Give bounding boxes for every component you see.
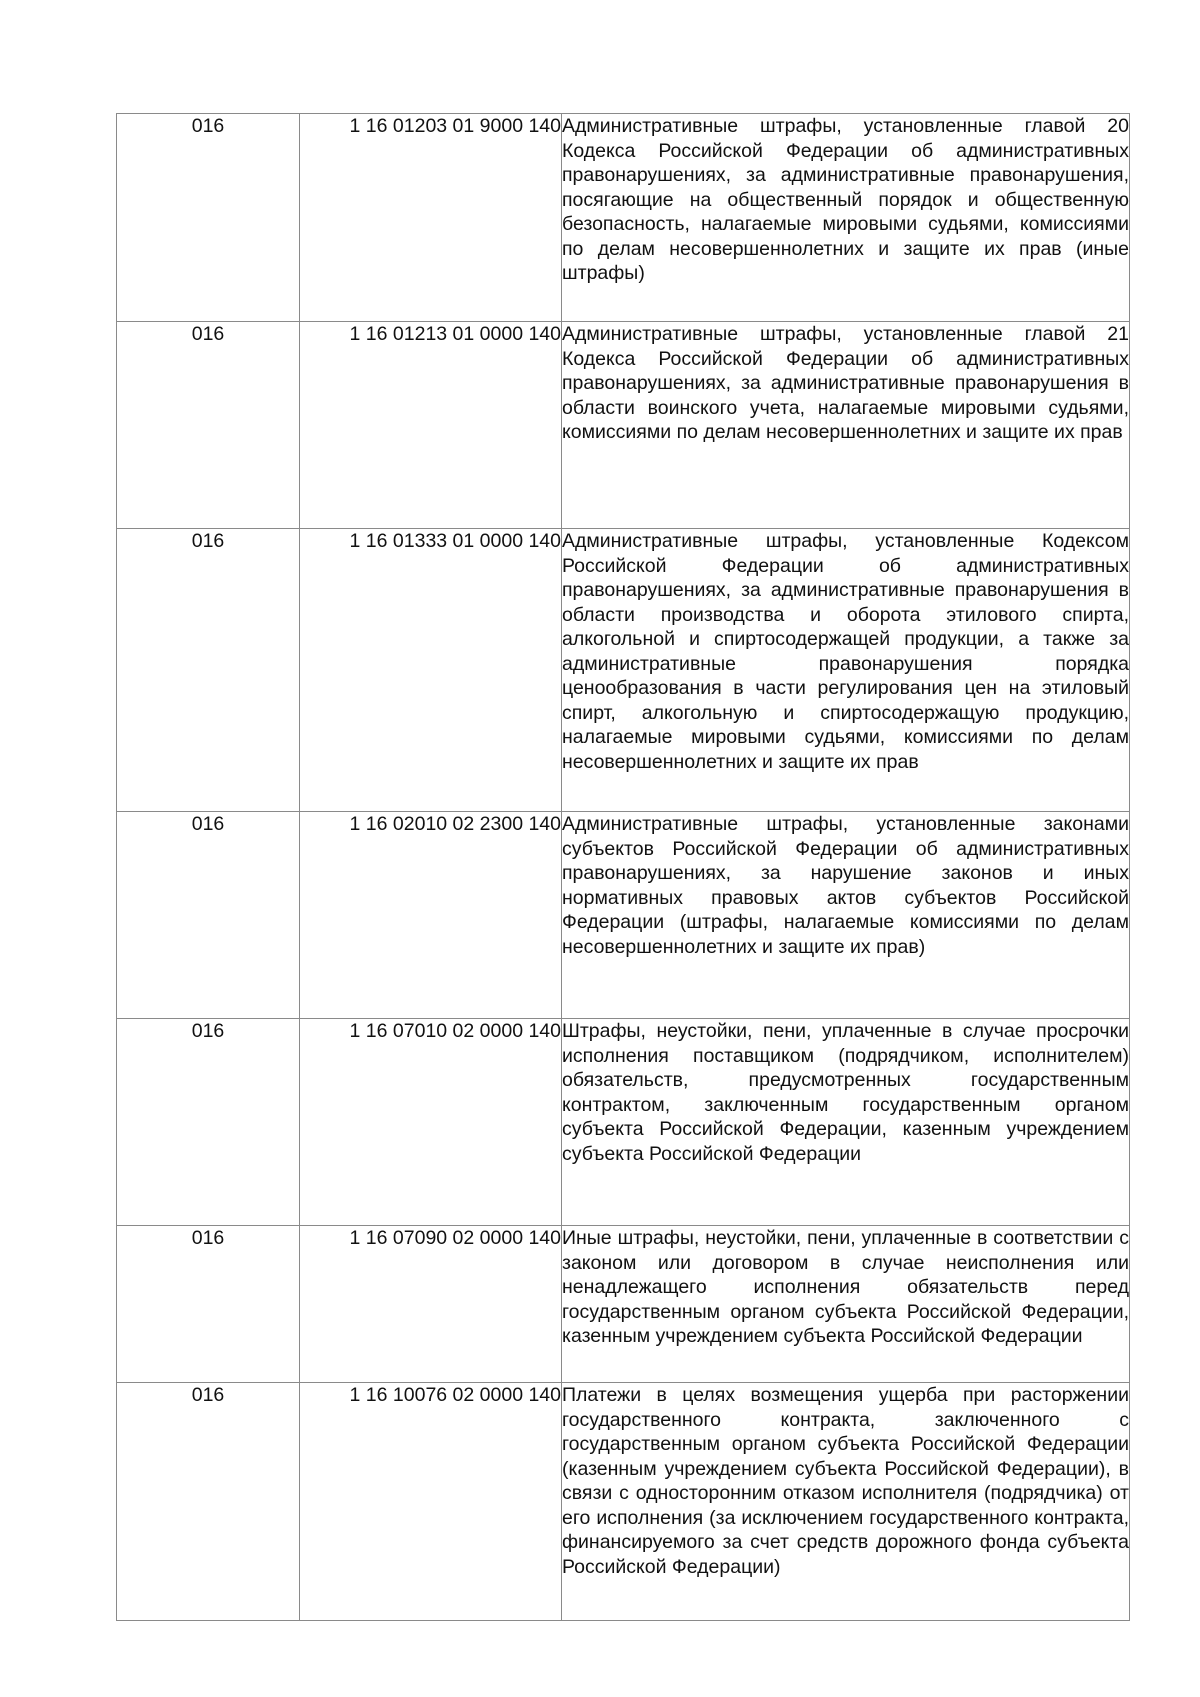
table-row xyxy=(117,812,1130,1019)
administrator-code: 016 xyxy=(191,1384,225,1406)
administrator-code-cell xyxy=(117,1226,300,1383)
administrator-code-cell xyxy=(117,1019,300,1226)
budget-classification-code: 1 16 07090 02 0000 140 xyxy=(349,1227,561,1249)
revenue-name: Иные штрафы, неустойки, пени, уплаченные в соответствии с законом или договором в случае неисполнения или ненадлежащего исполнения обязательств перед государственным органом субъекта Российской Федерации, казенным учреждением субъекта Российской Федерации xyxy=(562,1227,1129,1347)
budget-classification-code: 1 16 01333 01 0000 140 xyxy=(349,530,561,552)
revenue-name-cell xyxy=(562,1383,1130,1621)
administrator-code-cell xyxy=(117,322,300,529)
administrator-code: 016 xyxy=(191,1227,225,1249)
administrator-code-cell xyxy=(117,529,300,812)
administrator-code: 016 xyxy=(191,813,225,835)
revenue-name: Административные штрафы, установленные главой 20 Кодекса Российской Федерации об административных правонарушениях, за административные правонарушения, посягающие на общественный порядок и общественную безопасность, налагаемые мировыми судьями, комиссиями по делам несовершеннолетних и защите их прав (иные штрафы) xyxy=(562,115,1129,284)
table-row xyxy=(117,114,1130,322)
revenue-name: Административные штрафы, установленные Кодексом Российской Федерации об административных правонарушениях, за административные правонарушения в области производства и оборота этилового спирта, алкогольной и спиртосодержащей продукции, а также за административные правонарушения порядка ценообразования в части регулирования цен на этиловый спирт, алкогольную и спиртосодержащую продукцию, налагаемые мировыми судьями, комиссиями по делам несовершеннолетних и защите их прав xyxy=(562,530,1129,773)
revenue-name-cell xyxy=(562,529,1130,812)
budget-classification-code-cell xyxy=(300,812,562,1019)
administrator-code-cell xyxy=(117,812,300,1019)
revenue-name: Административные штрафы, установленные главой 21 Кодекса Российской Федерации об административных правонарушениях, за административные правонарушения в области воинского учета, налагаемые мировыми судьями, комиссиями по делам несовершеннолетних и защите их прав xyxy=(562,323,1129,443)
revenue-name-cell xyxy=(562,322,1130,529)
table-row xyxy=(117,529,1130,812)
revenue-name: Платежи в целях возмещения ущерба при расторжении государственного контракта, заключенного с государственным органом субъекта Российской Федерации (казенным учреждением субъекта Российской Федерации), в связи с односторонним отказом исполнителя (подрядчика) от его исполнения (за исключением государственного контракта, финансируемого за счет средств дорожного фонда субъекта Российской Федерации) xyxy=(562,1384,1129,1578)
budget-codes-table xyxy=(116,113,1130,1621)
budget-classification-code: 1 16 10076 02 0000 140 xyxy=(349,1384,561,1406)
revenue-name-cell xyxy=(562,1226,1130,1383)
administrator-code: 016 xyxy=(191,323,225,345)
budget-classification-code: 1 16 01213 01 0000 140 xyxy=(349,323,561,345)
administrator-code-cell xyxy=(117,114,300,322)
revenue-name-cell xyxy=(562,114,1130,322)
administrator-code: 016 xyxy=(191,1020,225,1042)
administrator-code: 016 xyxy=(191,115,225,137)
budget-classification-code-cell xyxy=(300,1226,562,1383)
budget-classification-code-cell xyxy=(300,1383,562,1621)
budget-classification-code-cell xyxy=(300,114,562,322)
budget-classification-code: 1 16 02010 02 2300 140 xyxy=(349,813,561,835)
table-row xyxy=(117,1226,1130,1383)
budget-classification-code-cell xyxy=(300,322,562,529)
budget-classification-code-cell xyxy=(300,1019,562,1226)
administrator-code-cell xyxy=(117,1383,300,1621)
table-row xyxy=(117,322,1130,529)
administrator-code: 016 xyxy=(191,530,225,552)
table-row xyxy=(117,1383,1130,1621)
revenue-name-cell xyxy=(562,812,1130,1019)
revenue-name: Административные штрафы, установленные законами субъектов Российской Федерации об административных правонарушениях, за нарушение законов и иных нормативных правовых актов субъектов Российской Федерации (штрафы, налагаемые комиссиями по делам несовершеннолетних и защите их прав) xyxy=(562,813,1129,958)
budget-classification-code: 1 16 01203 01 9000 140 xyxy=(349,115,561,137)
revenue-name: Штрафы, неустойки, пени, уплаченные в случае просрочки исполнения поставщиком (подрядчиком, исполнителем) обязательств, предусмотренных государственным контрактом, заключенным государственным органом субъекта Российской Федерации, казенным учреждением субъекта Российской Федерации xyxy=(562,1020,1129,1165)
revenue-name-cell xyxy=(562,1019,1130,1226)
table-row xyxy=(117,1019,1130,1226)
budget-classification-code: 1 16 07010 02 0000 140 xyxy=(349,1020,561,1042)
budget-classification-code-cell xyxy=(300,529,562,812)
